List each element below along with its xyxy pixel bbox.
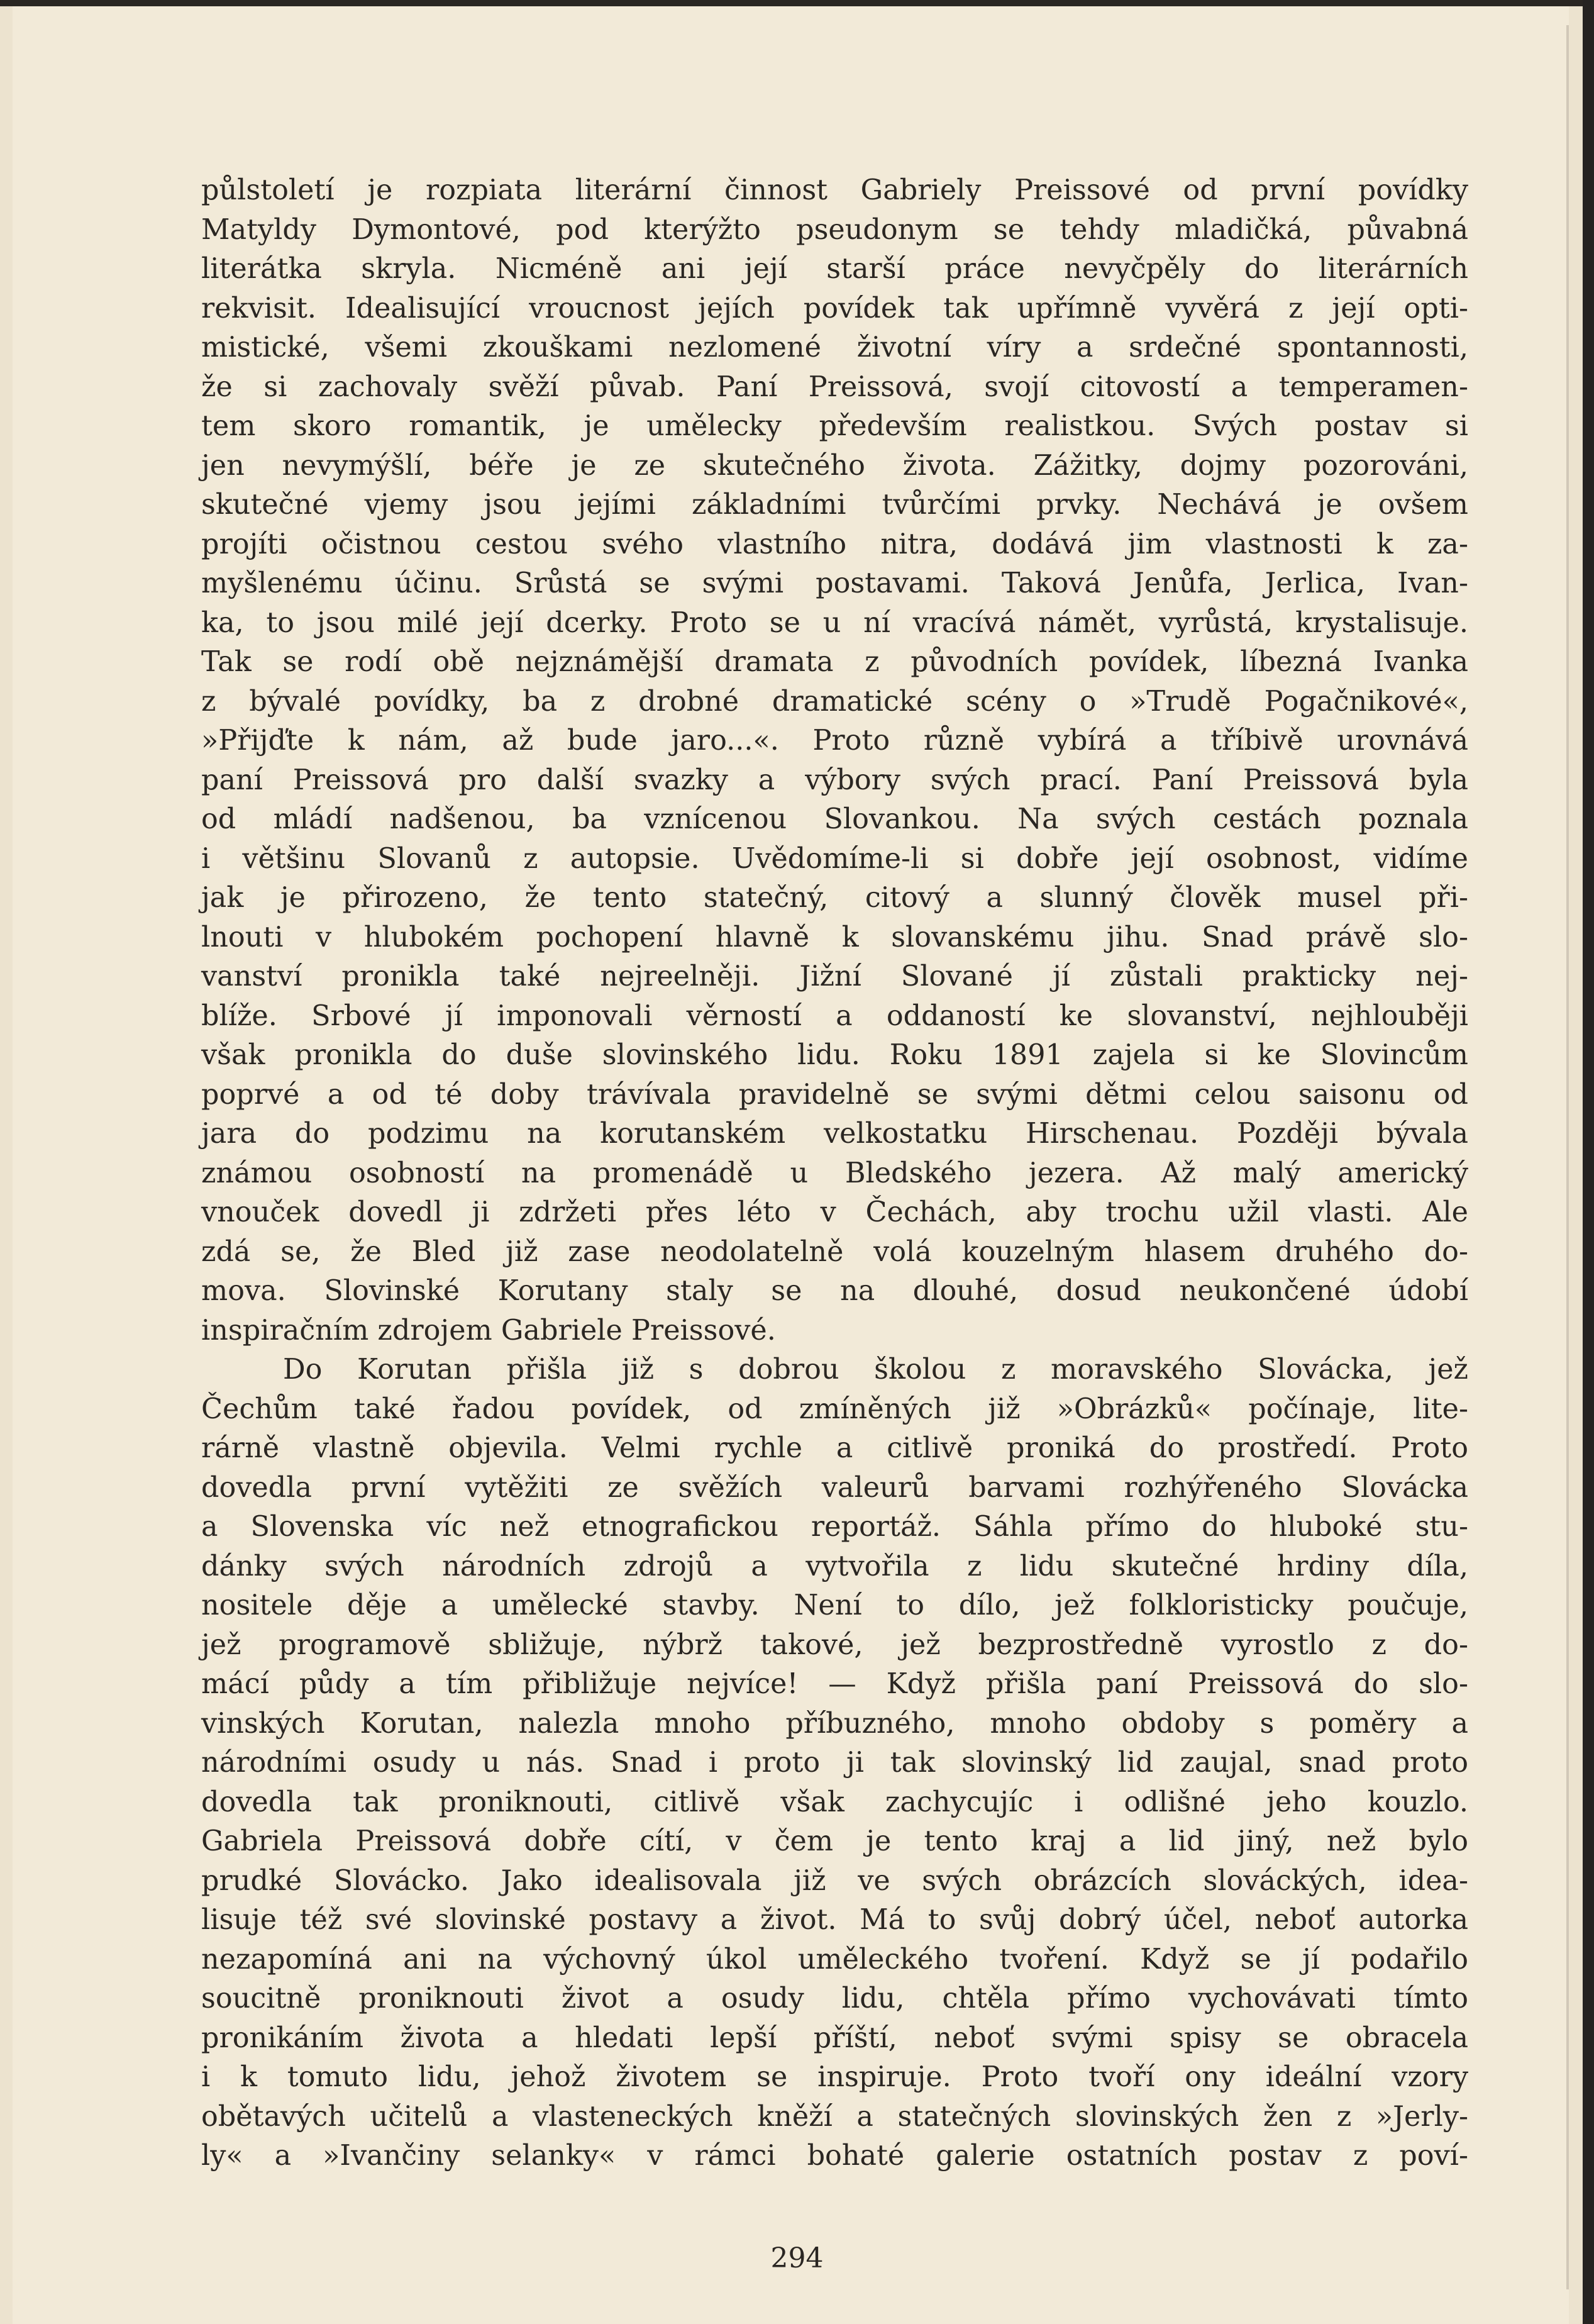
text-line: vinských Korutan, nalezla mnoho příbuzného, mnoho obdoby s poměry a xyxy=(201,1707,1468,1740)
text-line: literátka skryla. Nicméně ani její starší práce nevyčpěly do literárních xyxy=(201,253,1468,285)
text-line: dovedla tak proniknouti, citlivě však zachycujíc i odlišné jeho kouzlo. xyxy=(201,1786,1468,1818)
text-line: pronikáním života a hledati lepší příští, neboť svými spisy se obracela xyxy=(201,2021,1468,2054)
text-line: poprvé a od té doby trávívala pravidelně se svými dětmi celou saisonu od xyxy=(201,1078,1468,1111)
body-text xyxy=(201,171,1468,2176)
text-line: i k tomuto lidu, jehož životem se inspiruje. Proto tvoří ony ideální vzory xyxy=(201,2061,1468,2093)
text-line: mistické, všemi zkouškami nezlomené životní víry a srdečné spontannosti, xyxy=(201,331,1468,364)
text-line: skutečné vjemy jsou jejími základními tvůrčími prvky. Nechává je ovšem xyxy=(201,489,1468,521)
text-line: od mládí nadšenou, ba vznícenou Slovankou. Na svých cestách poznala xyxy=(201,803,1468,835)
text-line: půlstoletí je rozpiata literární činnost Gabriely Preissové od první povídky xyxy=(201,174,1468,206)
text-line: myšlenému účinu. Srůstá se svými postavami. Taková Jenůfa, Jerlica, Ivan- xyxy=(201,567,1468,599)
text-line: mova. Slovinské Korutany staly se na dlouhé, dosud neukončené údobí xyxy=(201,1275,1468,1307)
text-line: ka, to jsou milé její dcerky. Proto se u ní vracívá námět, vyrůstá, krystalisuje. xyxy=(201,606,1468,639)
text-line: i většinu Slovanů z autopsie. Uvědomíme-li si dobře její osobnost, vidíme xyxy=(201,842,1468,875)
text-line: lisuje též své slovinské postavy a život. Má to svůj dobrý účel, neboť autorka xyxy=(201,1904,1468,1936)
text-line: jež programově sbližuje, nýbrž takové, jež bezprostředně vyrostlo z do- xyxy=(201,1628,1468,1661)
text-line: »Přijďte k nám, až bude jaro...«. Proto různě vybírá a tříbivě urovnává xyxy=(201,725,1468,757)
text-line: vanství pronikla také nejreelněji. Jižní Slované jí zůstali prakticky nej- xyxy=(201,960,1468,992)
text-line: dovedla první vytěžiti ze svěžích valeurů barvami rozhýřeného Slovácka xyxy=(201,1471,1468,1504)
text-line: nezapomíná ani na výchovný úkol uměleckého tvoření. Když se jí podařilo xyxy=(201,1943,1468,1976)
text-line: Do Korutan přišla již s dobrou školou z moravského Slovácka, jež xyxy=(283,1354,1468,1386)
text-line: jen nevymýšlí, béře je ze skutečného života. Zážitky, dojmy pozorováni, xyxy=(201,449,1468,482)
text-line: že si zachovaly svěží půvab. Paní Preissová, svojí citovostí a temperamen- xyxy=(201,370,1468,403)
text-line: Čechům také řadou povídek, od zmíněných již »Obrázků« počínaje, lite- xyxy=(201,1393,1468,1425)
text-line: projíti očistnou cestou svého vlastního nitra, dodává jim vlastnosti k za- xyxy=(201,528,1468,560)
paragraph-2 xyxy=(201,1350,1468,2176)
text-line: rekvisit. Idealisující vroucnost jejích povídek tak upřímně vyvěrá z její opti- xyxy=(201,292,1468,325)
page-number: 294 xyxy=(770,2242,824,2274)
text-line: Matyldy Dymontové, pod kterýžto pseudonym se tehdy mladičká, půvabná xyxy=(201,213,1468,246)
text-line: z bývalé povídky, ba z drobné dramatické scény o »Trudě Pogačnikové«, xyxy=(201,685,1468,718)
text-line: paní Preissová pro další svazky a výbory svých prací. Paní Preissová byla xyxy=(201,764,1468,796)
text-line: národními osudy u nás. Snad i proto ji tak slovinský lid zaujal, snad proto xyxy=(201,1747,1468,1779)
text-line: ly« a »Ivančiny selanky« v rámci bohaté galerie ostatních postav z poví- xyxy=(201,2140,1468,2172)
text-line: vnouček dovedl ji zdržeti přes léto v Čechách, aby trochu užil vlasti. Ale xyxy=(201,1196,1468,1228)
text-line: obětavých učitelů a vlasteneckých kněží a statečných slovinských žen z »Jerly- xyxy=(201,2100,1468,2133)
text-line: známou osobností na promenádě u Bledského jezera. Až malý americký xyxy=(201,1157,1468,1189)
text-line: mácí půdy a tím přibližuje nejvíce! — Když přišla paní Preissová do slo- xyxy=(201,1668,1468,1700)
text-line: jak je přirozeno, že tento statečný, citový a slunný člověk musel při- xyxy=(201,882,1468,914)
text-line: lnouti v hlubokém pochopení hlavně k slovanskému jihu. Snad právě slo- xyxy=(201,921,1468,954)
text-line: blíže. Srbové jí imponovali věrností a oddaností ke slovanství, nejhlouběji xyxy=(201,999,1468,1032)
text-line: však pronikla do duše slovinského lidu. Roku 1891 zajela si ke Slovincům xyxy=(201,1039,1468,1071)
text-line: tem skoro romantik, je umělecky především realistkou. Svých postav si xyxy=(201,410,1468,442)
text-line: prudké Slovácko. Jako idealisovala již ve svých obrázcích slováckých, idea- xyxy=(201,1864,1468,1897)
text-line: jara do podzimu na korutanském velkostatku Hirschenau. Později bývala xyxy=(201,1118,1468,1150)
text-line: a Slovenska víc než etnografickou reportáž. Sáhla přímo do hluboké stu- xyxy=(201,1511,1468,1543)
text-line: inspiračním zdrojem Gabriele Preissové. xyxy=(201,1314,776,1347)
text-line: nositele děje a umělecké stavby. Není to dílo, jež folkloristicky poučuje, xyxy=(201,1589,1468,1621)
scan-top-edge xyxy=(0,0,1594,6)
page-shadow-line xyxy=(1566,25,1569,2289)
text-line: Tak se rodí obě nejznámější dramata z původních povídek, líbezná Ivanka xyxy=(201,646,1468,678)
text-line: Gabriela Preissová dobře cítí, v čem je tento kraj a lid jiný, než bylo xyxy=(201,1825,1468,1857)
text-line: rárně vlastně objevila. Velmi rychle a citlivě proniká do prostředí. Proto xyxy=(201,1432,1468,1464)
scan-right-edge xyxy=(1583,0,1594,2324)
text-line: zdá se, že Bled již zase neodolatelně volá kouzelným hlasem druhého do- xyxy=(201,1235,1468,1268)
paragraph-1 xyxy=(201,171,1468,1350)
text-line: soucitně proniknouti život a osudy lidu, chtěla přímo vychovávati tímto xyxy=(201,1982,1468,2015)
text-line: dánky svých národních zdrojů a vytvořila z lidu skutečné hrdiny díla, xyxy=(201,1550,1468,1582)
